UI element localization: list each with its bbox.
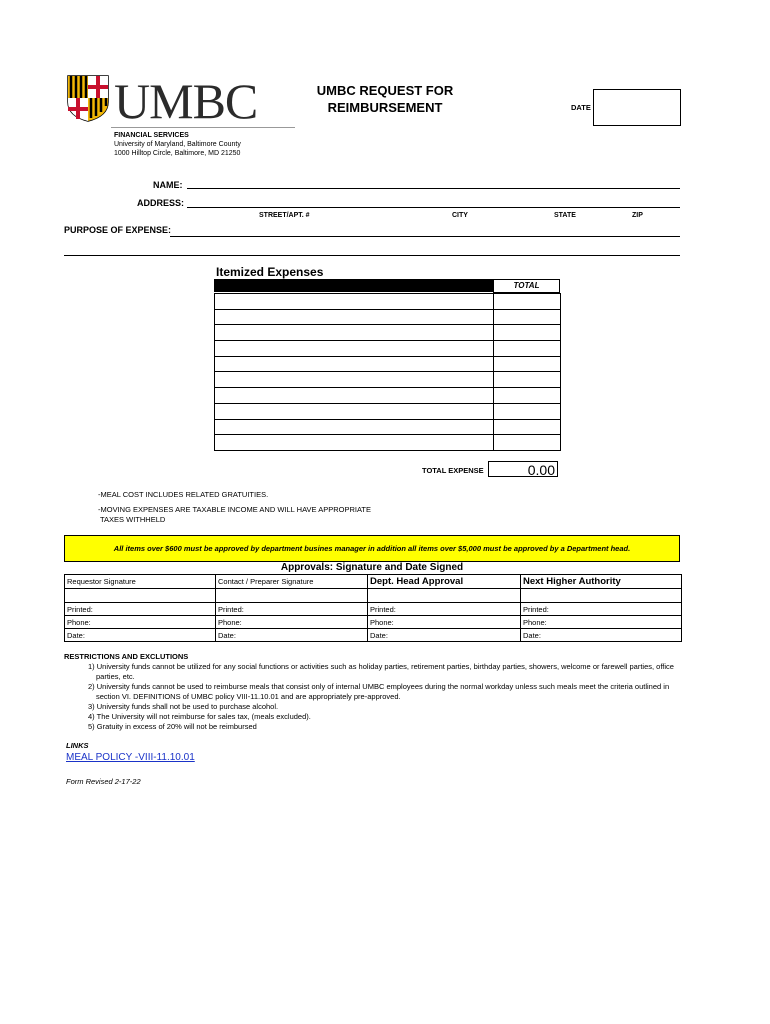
preparer-phone[interactable]: Phone:	[216, 616, 368, 629]
date-input-box[interactable]	[593, 89, 681, 126]
item-total-cell[interactable]	[494, 356, 561, 372]
item-total-cell[interactable]	[494, 294, 561, 310]
item-total-cell[interactable]	[494, 325, 561, 341]
total-expense-value: 0.00	[488, 461, 558, 477]
address-field[interactable]	[187, 207, 680, 208]
restriction-item: 3) University funds shall not be used to purchase alcohol.	[88, 702, 279, 711]
maryland-flag-shield-icon	[66, 74, 110, 122]
restrictions-title: RESTRICTIONS AND EXCLUTIONS	[64, 652, 189, 661]
university-name: University of Maryland, Baltimore County	[114, 141, 241, 148]
restrictions-list	[88, 662, 678, 732]
dept-head-printed[interactable]: Printed:	[368, 603, 521, 616]
form-title-line2: REIMBURSEMENT	[327, 100, 443, 115]
item-description-cell[interactable]	[215, 435, 494, 451]
links-title: LINKS	[66, 741, 89, 750]
street-label: STREET/APT. #	[259, 212, 310, 219]
purpose-label: PURPOSE OF EXPENSE:	[64, 225, 172, 235]
moving-note	[98, 505, 371, 525]
form-title	[300, 82, 470, 116]
itemized-header-bar	[214, 279, 493, 292]
date-label: DATE	[571, 103, 591, 112]
approvals-table	[64, 574, 682, 642]
name-label: NAME:	[153, 180, 183, 190]
approvals-title: Approvals: Signature and Date Signed	[280, 562, 464, 573]
item-total-cell[interactable]	[494, 388, 561, 404]
name-field[interactable]	[187, 188, 680, 189]
department-info	[114, 131, 241, 158]
purpose-field[interactable]	[170, 236, 680, 237]
requestor-signature-header: Requestor Signature	[65, 575, 216, 589]
next-authority-printed[interactable]: Printed:	[521, 603, 682, 616]
restriction-item: 4) The University will not reimburse for sales tax, (meals excluded).	[88, 712, 311, 721]
moving-note-line1: -MOVING EXPENSES ARE TAXABLE INCOME AND WILL HAVE APPROPRIATE	[98, 505, 371, 514]
item-description-cell[interactable]	[215, 356, 494, 372]
item-total-cell[interactable]	[494, 435, 561, 451]
item-description-cell[interactable]	[215, 403, 494, 419]
university-address: 1000 Hilltop Circle, Baltimore, MD 21250	[114, 150, 241, 157]
preparer-printed[interactable]: Printed:	[216, 603, 368, 616]
city-label: CITY	[452, 212, 468, 219]
dept-head-phone[interactable]: Phone:	[368, 616, 521, 629]
next-higher-authority-header: Next Higher Authority	[521, 575, 682, 589]
item-total-cell[interactable]	[494, 403, 561, 419]
item-total-cell[interactable]	[494, 309, 561, 325]
next-authority-date[interactable]: Date:	[521, 629, 682, 642]
preparer-date[interactable]: Date:	[216, 629, 368, 642]
itemized-table	[214, 293, 561, 451]
phone-row	[65, 616, 682, 629]
itemized-title: Itemized Expenses	[216, 265, 324, 279]
itemized-row	[215, 388, 561, 404]
signature-row	[65, 589, 682, 603]
department-name: FINANCIAL SERVICES	[114, 132, 189, 139]
item-description-cell[interactable]	[215, 294, 494, 310]
meal-policy-link[interactable]: MEAL POLICY -VIII-11.10.01	[66, 752, 195, 763]
zip-label: ZIP	[632, 212, 643, 219]
itemized-row	[215, 419, 561, 435]
dept-head-signature-field[interactable]	[368, 589, 521, 603]
umbc-logo	[66, 73, 266, 129]
moving-note-line2: TAXES WITHHELD	[100, 515, 166, 524]
state-label: STATE	[554, 212, 576, 219]
requestor-date[interactable]: Date:	[65, 629, 216, 642]
itemized-row	[215, 309, 561, 325]
item-description-cell[interactable]	[215, 372, 494, 388]
next-authority-signature-field[interactable]	[521, 589, 682, 603]
requestor-phone[interactable]: Phone:	[65, 616, 216, 629]
approval-threshold-banner	[64, 535, 680, 562]
preparer-signature-header: Contact / Preparer Signature	[216, 575, 368, 589]
requestor-signature-field[interactable]	[65, 589, 216, 603]
meal-note: -MEAL COST INCLUDES RELATED GRATUITIES.	[98, 490, 269, 499]
next-authority-phone[interactable]: Phone:	[521, 616, 682, 629]
restriction-item: 5) Gratuity in excess of 20% will not be reimbursed	[88, 722, 257, 731]
item-description-cell[interactable]	[215, 325, 494, 341]
dept-head-approval-header: Dept. Head Approval	[368, 575, 521, 589]
restriction-item: 2) University funds cannot be used to reimburse meals that consist only of internal UMBC employees during the normal workday unless such meals meet the criteria outlined in section VI. DEFINITIONS of UMBC policy VIII-11.10.01 and are appropriately pre-approved.	[88, 682, 670, 701]
printed-row	[65, 603, 682, 616]
item-total-cell[interactable]	[494, 341, 561, 357]
itemized-row	[215, 294, 561, 310]
restriction-item: 1) University funds cannot be utilized for any social functions or activities such as holiday parties, retirement parties, birthday parties, showers, welcome or farewell parties, office parties, etc.	[88, 662, 674, 681]
form-revised-date: Form Revised 2-17-22	[66, 777, 141, 786]
item-description-cell[interactable]	[215, 341, 494, 357]
itemized-row	[215, 356, 561, 372]
itemized-row	[215, 403, 561, 419]
purpose-field-line2[interactable]	[64, 255, 680, 256]
form-title-line1: UMBC REQUEST FOR	[316, 83, 454, 98]
requestor-printed[interactable]: Printed:	[65, 603, 216, 616]
item-description-cell[interactable]	[215, 309, 494, 325]
approvals-header-row	[65, 575, 682, 589]
preparer-signature-field[interactable]	[216, 589, 368, 603]
itemized-row	[215, 372, 561, 388]
total-column-header: TOTAL	[493, 279, 560, 293]
address-label: ADDRESS:	[137, 198, 185, 208]
item-total-cell[interactable]	[494, 372, 561, 388]
item-description-cell[interactable]	[215, 419, 494, 435]
itemized-row	[215, 341, 561, 357]
date-row	[65, 629, 682, 642]
logo-wordmark: UMBC	[114, 73, 258, 129]
total-expense-label: TOTAL EXPENSE	[422, 466, 484, 475]
item-total-cell[interactable]	[494, 419, 561, 435]
itemized-row	[215, 435, 561, 451]
approval-threshold-text: All items over $600 must be approved by department busines manager in addition all items over $5,000 must be approved by a Department head.	[113, 544, 631, 553]
itemized-row	[215, 325, 561, 341]
item-description-cell[interactable]	[215, 388, 494, 404]
dept-head-date[interactable]: Date:	[368, 629, 521, 642]
